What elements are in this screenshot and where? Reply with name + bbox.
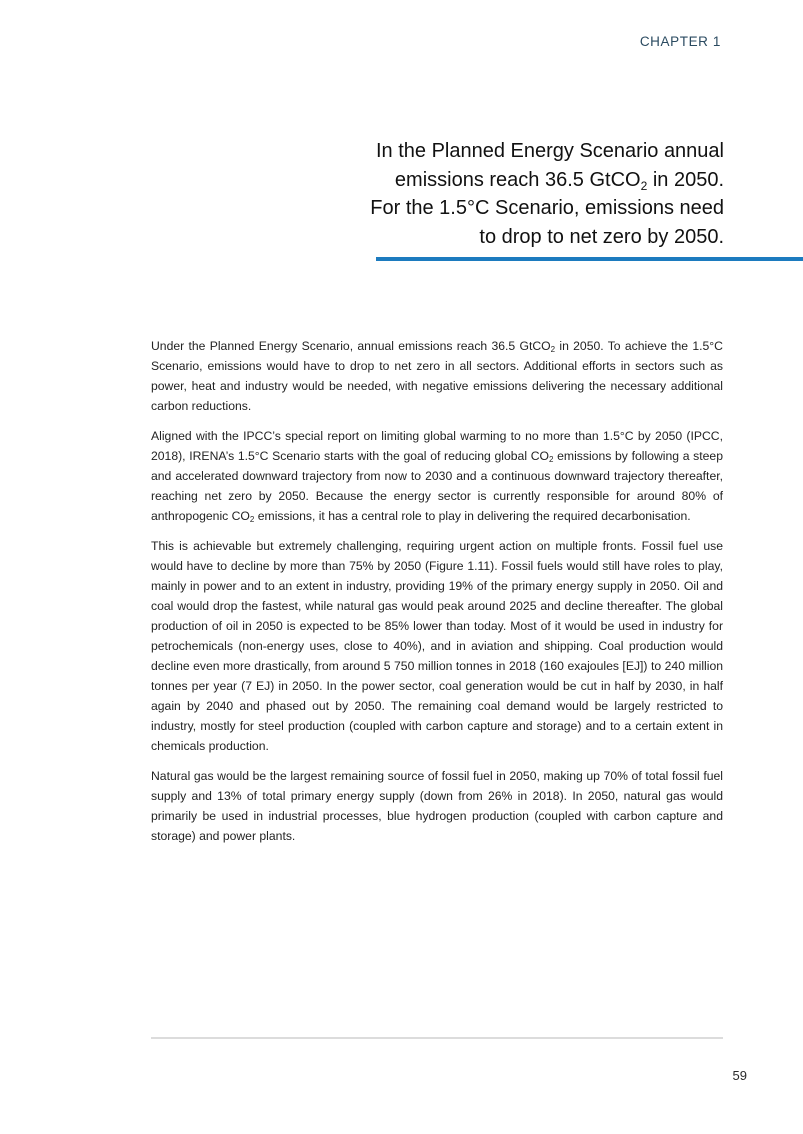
subscript: 2 bbox=[249, 515, 255, 524]
paragraph-text: emissions by following a steep and accelerated downward trajectory from now to 2030 and a continuous downward trajectory thereafter, reaching net zero by 2050. Because the energy sector is currently responsible for around 80% of anthropogenic CO bbox=[151, 449, 723, 523]
paragraph-4: Natural gas would be the largest remaining source of fossil fuel in 2050, making up 70% of total fossil fuel supply and 13% of total primary energy supply (down from 26% in 2018). In 2050, natural gas would primarily be used in industrial processes, blue hydrogen production (coupled with carbon capture and storage) and power plants. bbox=[151, 769, 723, 843]
pull-quote-text: in 2050. bbox=[647, 168, 724, 191]
chapter-label: CHAPTER 1 bbox=[639, 34, 721, 49]
paragraph-3: This is achievable but extremely challenging, requiring urgent action on multiple fronts. Fossil fuel use would have to decline by more than 75% by 2050 (Figure 1.11). Fossil fuels would still have roles to play, mainly in power and to an extent in industry, providing 19% of the primary energy supply in 2050. Oil and coal would drop the fastest, while natural gas would peak around 2025 and decline thereafter. The global production of oil in 2050 is expected to be 85% lower than today. Most of it would be used in industry for petrochemicals (non-energy uses, close to 40%), and in aviation and shipping. Coal production would decline even more drastically, from around 5 750 million tonnes in 2018 (160 exajoules [EJ]) to 240 million tonnes per year (7 EJ) in 2050. In the power sector, coal generation would be cut in half by 2030, in half again by 2040 and phased out by 2050. The remaining coal demand would be largely restricted to industry, mostly for steel production (coupled with carbon capture and storage) and to a certain extent in chemicals production. bbox=[151, 539, 723, 753]
paragraph-text: Aligned with the IPCC’s special report on limiting global warming to no more than 1.5°C by 2050 (IPCC, 2018), IRENA’s 1.5°C Scenario starts with the goal of reducing global CO bbox=[151, 429, 723, 463]
subscript: 2 bbox=[549, 455, 554, 464]
pull-quote bbox=[340, 137, 724, 251]
paragraph-2 bbox=[151, 426, 723, 526]
pull-quote-line: For the 1.5°C Scenario, emissions need bbox=[370, 197, 724, 219]
page-number: 59 bbox=[732, 1068, 747, 1083]
paragraph-text: in 2050. To achieve the 1.5°C Scenario, emissions would have to drop to net zero in all sectors. Additional efforts in sectors such as power, heat and industry would be needed, with negative emissions delivering the necessary additional carbon reductions. bbox=[151, 339, 723, 413]
pull-quote-line: to drop to net zero by 2050. bbox=[479, 225, 724, 248]
paragraph-text: emissions, it has a central role to play in delivering the required decarbonisation. bbox=[254, 509, 691, 523]
paragraph-text: Under the Planned Energy Scenario, annual emissions reach 36.5 GtCO bbox=[151, 339, 551, 353]
footer-divider bbox=[151, 1037, 723, 1039]
pull-quote-text: emissions reach 36.5 GtCO bbox=[394, 168, 641, 191]
subscript: 2 bbox=[640, 178, 648, 193]
pull-quote-line: In the Planned Energy Scenario annual bbox=[375, 140, 724, 162]
pull-quote-line bbox=[340, 166, 724, 195]
body-text bbox=[151, 336, 723, 856]
subscript: 2 bbox=[550, 345, 556, 354]
pull-quote-underline bbox=[376, 257, 803, 261]
paragraph-1 bbox=[151, 336, 723, 416]
